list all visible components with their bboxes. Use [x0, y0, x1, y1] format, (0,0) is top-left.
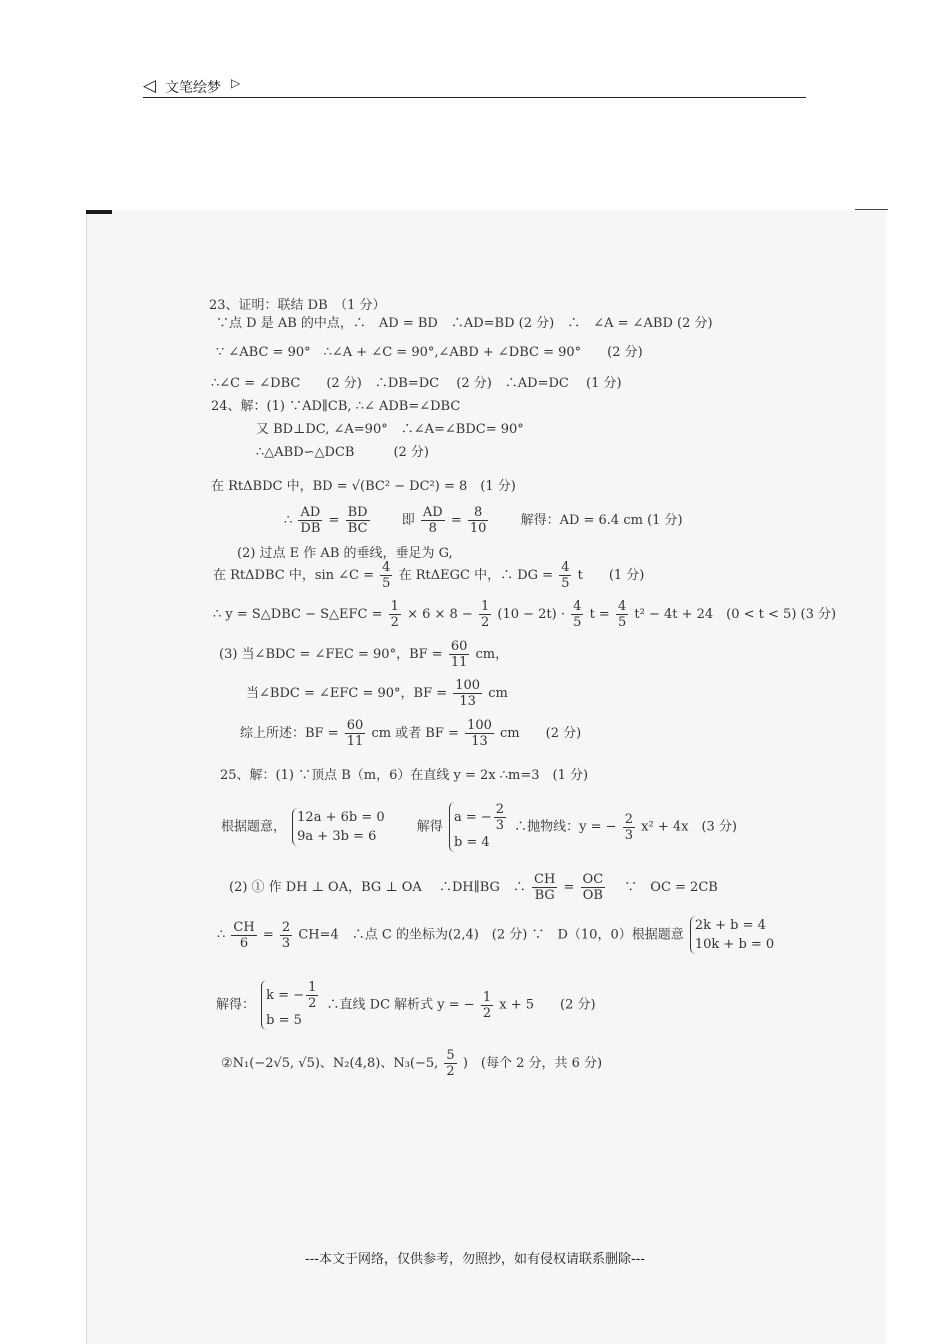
fraction: $\frac{5}{2}$ — [446, 1048, 455, 1079]
answer-24-line: 在 RtΔDBC 中，sin ∠C = $\frac{4}{5}$ 在 RtΔEGC 中，∴ DG = $\frac{4}{5}$ t (1 分) — [213, 560, 645, 591]
answer-25-points: ②N₁(−2√5, √5)、N₂(4,8)、N₃(−5, $\frac{5}{2}$ ) (每个 2 分，共 6 分) — [221, 1048, 603, 1079]
scan-corner-mark — [86, 210, 112, 214]
answer-25-system: 根据题意， 12a + 6b = 0 9a + 3b = 6 解得 a = − $\frac{2}{3}$ b = 4 ∴抛物线：y = − $\frac{2}{3}$ x² + 4x (3 分) — [221, 802, 737, 850]
fraction: $\frac{2}{3}$ — [281, 919, 291, 951]
triangle-left-icon: ◁ — [143, 76, 157, 96]
fraction: $\frac{AD}{8}$ — [422, 505, 443, 536]
triangle-right-icon: ▷ — [231, 76, 241, 90]
answer-24-line: 在 RtΔBDC 中，BD = √(BC² − DC²) = 8 (1 分) — [211, 479, 516, 494]
answer-24-title: 24、解：(1) ∵AD∥CB, ∴∠ ADB=∠DBC — [211, 399, 461, 414]
equation-system: k = − $\frac{1}{2}$ b = 5 — [261, 980, 320, 1030]
fraction: $\frac{4}{5}$ — [617, 599, 627, 630]
fraction: $\frac{1}{2}$ — [482, 989, 492, 1021]
fraction: $\frac{100}{13}$ — [455, 678, 481, 709]
answer-25-line: 解得： k = − $\frac{1}{2}$ b = 5 ∴直线 DC 解析式 y = − $\frac{1}{2}$ x + 5 (2 分) — [216, 980, 596, 1028]
answer-24-part3: (3) 当∠BDC = ∠FEC = 90°，BF = $\frac{60}{11}$ cm， — [219, 639, 509, 670]
answer-24-part2: (2) 过点 E 作 AB 的垂线，垂足为 G, — [237, 546, 453, 561]
fraction: $\frac{AD}{DB}$ — [300, 505, 321, 536]
fraction: $\frac{1}{2}$ — [308, 980, 317, 1011]
equation-system: 12a + 6b = 0 9a + 3b = 6 — [292, 808, 384, 846]
page-header — [143, 74, 806, 98]
answer-23-line: ∵ ∠ABC = 90° ∴∠A + ∠C = 90°,∠ABD + ∠DBC = 90° (2 分) — [216, 345, 643, 360]
equation-system: 2k + b = 4 10k + b = 0 — [690, 916, 774, 954]
scan-corner-mark — [855, 209, 888, 210]
fraction: $\frac{1}{2}$ — [390, 599, 399, 630]
answer-23-line: ∴∠C = ∠DBC (2 分) ∴DB=DC (2 分) ∴AD=DC (1 分) — [211, 376, 622, 391]
answer-24-ratio: ∴ $\frac{AD}{DB}$ = $\frac{BD}{BC}$ 即 $\frac{AD}{8}$ = $\frac{8}{10}$ 解得：AD = 6.4 cm (1 分) — [284, 505, 683, 536]
answer-24-line: 又 BD⊥DC, ∠A=90° ∴∠A=∠BDC= 90° — [256, 422, 524, 437]
answer-24-line: ∴△ABD∽△DCB (2 分) — [256, 445, 429, 460]
fraction: $\frac{60}{11}$ — [346, 718, 364, 749]
fraction: $\frac{2}{3}$ — [624, 811, 633, 843]
fraction: $\frac{2}{3}$ — [495, 802, 505, 833]
header-divider — [143, 97, 806, 98]
fraction: $\frac{CH}{6}$ — [233, 919, 255, 951]
answer-24-line: 当∠BDC = ∠EFC = 90°，BF = $\frac{100}{13}$ cm — [246, 678, 508, 709]
footer-disclaimer: ---本文于网络，仅供参考，勿照抄，如有侵权请联系删除--- — [304, 1252, 646, 1267]
fraction: $\frac{CH}{BG}$ — [534, 872, 556, 903]
fraction: $\frac{4}{5}$ — [573, 599, 582, 630]
fraction: $\frac{1}{2}$ — [480, 599, 490, 630]
fraction: $\frac{8}{10}$ — [469, 505, 487, 536]
header-title: 文笔绘梦 — [165, 80, 221, 96]
fraction: $\frac{4}{5}$ — [561, 560, 570, 591]
fraction: $\frac{OC}{OB}$ — [582, 872, 604, 903]
answer-25-line: ∴ $\frac{CH}{6}$ = $\frac{2}{3}$ CH=4 ∴点 C 的坐标为(2,4) (2 分) ∵ D（10，0）根据题意 2k + b = 4 10k + b = 0 — [217, 918, 775, 952]
answer-23-title: 23、证明：联结 DB （1 分） — [209, 298, 386, 313]
equation-system: a = − $\frac{2}{3}$ b = 4 — [449, 802, 508, 852]
fraction: $\frac{100}{13}$ — [467, 718, 492, 749]
scan-edge — [86, 214, 87, 1344]
fraction: $\frac{BD}{BC}$ — [347, 505, 368, 536]
answer-24-area-formula: ∴ y = S△DBC − S△EFC = $\frac{1}{2}$ × 6 × 8 − $\frac{1}{2}$ (10 − 2t) · $\frac{4}{5}$ t = $\frac{4}{5}$ t² − 4t + 24 (0 < t < 5) (3 分) — [213, 599, 837, 630]
answer-25-part2: (2) ① 作 DH ⊥ OA，BG ⊥ OA ∴DH∥BG ∴ $\frac{CH}{BG}$ = $\frac{OC}{OB}$ ∵ OC = 2CB — [229, 872, 718, 903]
fraction: $\frac{60}{11}$ — [450, 639, 468, 670]
answer-24-summary: 综上所述：BF = $\frac{60}{11}$ cm 或者 BF = $\frac{100}{13}$ cm (2 分) — [240, 718, 582, 749]
answer-25-title: 25、解：(1) ∵顶点 B（m，6）在直线 y = 2x ∴m=3 (1 分) — [220, 768, 589, 783]
fraction: $\frac{4}{5}$ — [382, 560, 391, 591]
answer-23-line: ∵点 D 是 AB 的中点，∴ AD = BD ∴AD=BD (2 分) ∴ ∠A = ∠ABD (2 分) — [216, 316, 713, 331]
